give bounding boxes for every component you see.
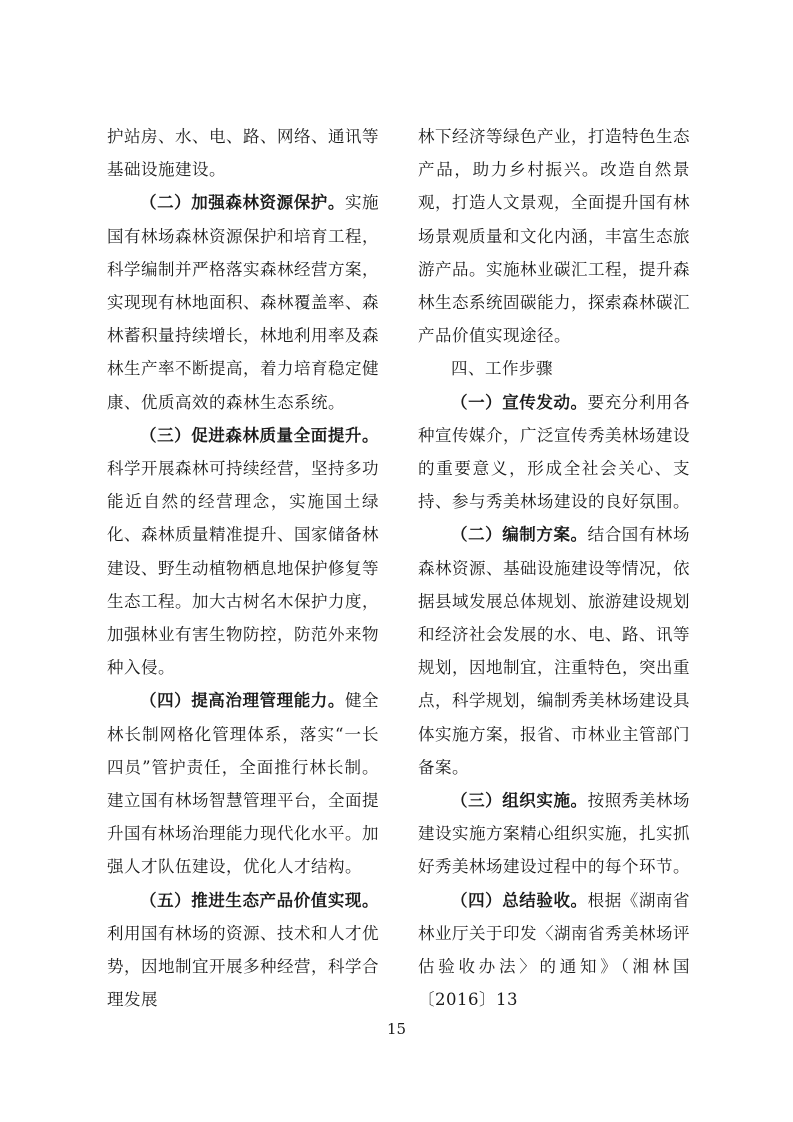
paragraph [418,386,690,519]
paragraph [107,186,379,418]
paragraph-body: 结合国有林场森林资源、基础设施建设等情况，依据县域发展总体规划、旅游建设规划和经济社会发展的水、电、路、讯等规划，因地制宜，注重特色，突出重点，科学规划，编制秀美林场建设具体实施方案，报省、市林业主管部门备案。 [418,525,691,777]
paragraph [107,419,379,685]
paragraph [418,784,690,884]
paragraph-body: 根据《湖南省林业厅关于印发〈湖南省秀美林场评估验收办法〉的通知》（湘林国〔2016〕13 [418,890,691,1010]
paragraph [418,518,690,784]
paragraph-heading: （四）总结验收。 [451,890,588,910]
paragraph-body: 利用国有林场的资源、技术和人才优势，因地制宜开展多种经营，科学合理发展 [107,923,379,1010]
paragraph-heading: （四）提高治理管理能力。 [140,691,345,711]
paragraph-heading: （五）推进生态产品价值实现。 [140,890,379,910]
paragraph-heading: （二）加强森林资源保护。 [140,193,345,213]
paragraph-heading: （二）编制方案。 [451,525,588,545]
paragraph-body: 按照秀美林场建设实施方案精心组织实施，扎实抓好秀美林场建设过程中的每个环节。 [418,791,691,877]
paragraph-body: 健全林长制网格化管理体系，落实“一长四员”管护责任，全面推行林长制。建立国有林场智慧管理平台，全面提升国有林场治理能力现代化水平。加强人才队伍建设，优化人才结构。 [107,691,380,877]
paragraph-body: 科学开展森林可持续经营，坚持多功能近自然的经营理念，实施国土绿化、森林质量精准提升、国家储备林建设、野生动植物栖息地保护修复等生态工程。加大古树名木保护力度，加强林业有害生物防控，防范外来物种入侵。 [107,459,379,678]
page-number: 15 [386,1020,407,1038]
paragraph-heading: （三）组织实施。 [451,791,588,811]
right-column [418,120,690,1016]
paragraph-heading: （一）宣传发动。 [451,392,588,412]
paragraph [418,884,690,1017]
left-column [107,120,379,1016]
paragraph-body: 实施国有林场森林资源保护和培育工程，科学编制并严格落实森林经营方案，实现现有林地面积、森林覆盖率、森林蓄积量持续增长，林地利用率及森林生产率不断提高，着力培育稳定健康、优质高效的森林生态系统。 [107,193,380,412]
paragraph: 林下经济等绿色产业，打造特色生态产品，助力乡村振兴。改造自然景观，打造人文景观，全面提升国有林场景观质量和文化内涵，丰富生态旅游产品。实施林业碳汇工程，提升森林生态系统固碳能力，探索森林碳汇产品价值实现途径。 [418,127,690,346]
paragraph-heading: （三）促进森林质量全面提升。 [140,425,379,445]
paragraph [107,884,379,1017]
paragraph: 护站房、水、电、路、网络、通讯等基础设施建设。 [107,127,379,180]
paragraph-body: 要充分利用各种宣传媒介，广泛宣传秀美林场建设的重要意义，形成全社会关心、支持、参与秀美林场建设的良好氛围。 [418,392,691,512]
paragraph [107,684,379,883]
section-title: 四、工作步骤 [451,359,553,379]
